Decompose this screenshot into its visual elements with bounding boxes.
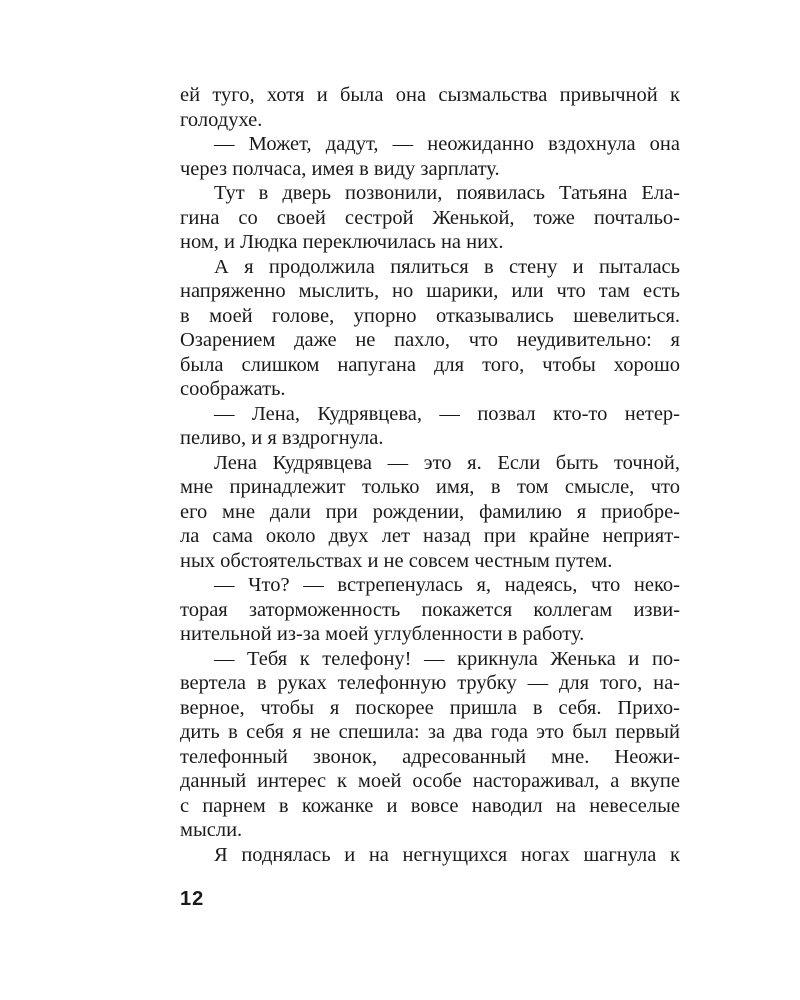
text-line: А я продолжила пялиться в стену и пыталась	[214, 255, 680, 278]
text-line: Тут в дверь позвонили, появилась Татьяна Ела-	[214, 182, 680, 204]
text-line: телефонный звонок, адресованный мне. Неожи-	[180, 745, 680, 768]
text-line: гина со своей сестрой Женькой, тоже почтальо-	[180, 206, 680, 229]
text-line: через полчаса, имея в виду зарплату.	[180, 157, 500, 180]
text-line: верное, чтобы я поскорее пришла в себя. Прихо-	[180, 696, 680, 719]
text-line: была слишком напугана для того, чтобы хорошо	[180, 353, 680, 376]
text-line: ных обстоятельствах и не совсем честным путем.	[180, 549, 613, 572]
text-line: торая заторможенность покажется коллегам изви-	[180, 598, 680, 621]
text-line: — Лена, Кудрявцева, — позвал кто-то нетер-	[214, 402, 680, 425]
text-line: мне принадлежит только имя, в том смысле, что	[180, 476, 680, 498]
text-line: напряженно мыслить, но шарики, или что там есть	[180, 280, 680, 302]
text-line: данный интерес к моей особе настораживал, а вкупе	[180, 770, 680, 792]
text-line: — Может, дадут, — неожиданно вздохнула она	[214, 133, 680, 155]
text-line: пеливо, и я вздрогнула.	[180, 427, 384, 449]
text-line: ном, и Людка переключилась на них.	[180, 231, 504, 253]
text-line: его мне дали при рождении, фамилию я приобре-	[180, 500, 680, 523]
text-line: мысли.	[180, 819, 243, 841]
text-line: в моей голове, упорно отказывались шевелиться.	[180, 304, 680, 327]
text-line: Озарением даже не пахло, что неудивительно: я	[180, 329, 680, 351]
text-line: нительной из-за моей углубленности в работу.	[180, 623, 585, 645]
text-line: вертела в руках телефонную трубку — для того, на-	[180, 672, 680, 694]
text-line: ла сама около двух лет назад при крайне неприят-	[180, 525, 680, 547]
text-line: с парнем в кожанке и вовсе наводил на невеселые	[180, 794, 680, 817]
text-line: ей туго, хотя и была она сызмальства привычной к	[180, 84, 680, 106]
text-line: соображать.	[180, 378, 286, 400]
text-line: Я поднялась и на негнущихся ногах шагнула к	[214, 843, 680, 866]
text-line: — Тебя к телефону! — крикнула Женька и по-	[214, 647, 680, 670]
body-text	[180, 83, 680, 867]
text-line: голодухе.	[180, 108, 263, 131]
page-number: 12	[180, 888, 205, 910]
text-line: — Что? — встрепенулась я, надеясь, что неко-	[214, 574, 680, 596]
text-line: Лена Кудрявцева — это я. Если быть точной,	[214, 451, 680, 474]
text-line: дить в себя я не спешила: за два года это был первый	[180, 721, 680, 743]
